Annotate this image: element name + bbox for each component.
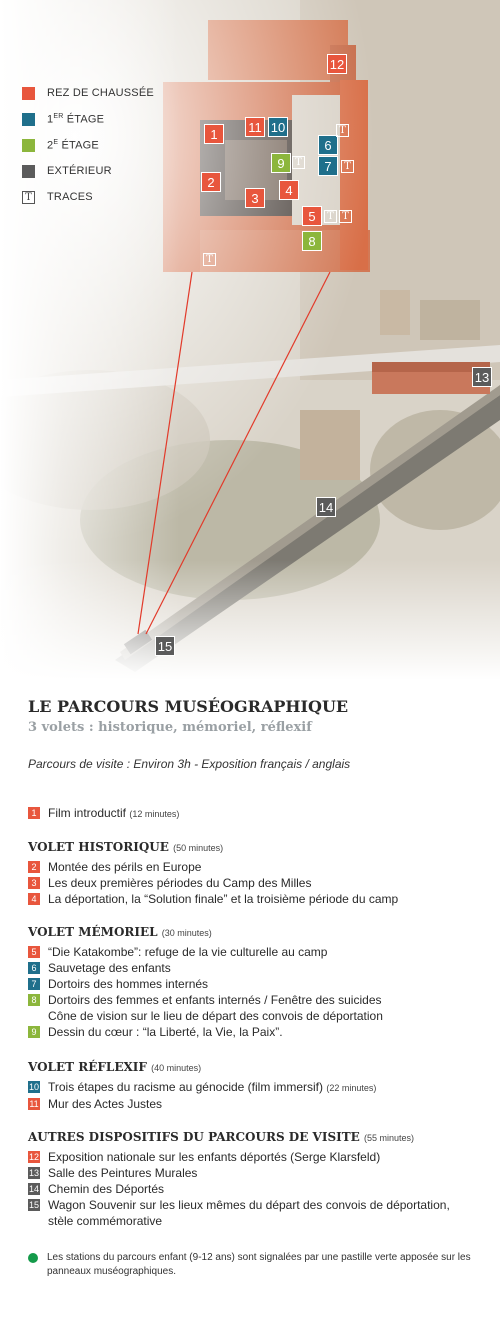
station-badge: 10 <box>28 1082 39 1092</box>
legend-rez-de-chaussee <box>22 80 154 106</box>
station-label: Les deux premières périodes du Camp des Milles <box>48 876 312 890</box>
station-label: Wagon Souvenir sur les lieux mêmes du départ des convois de déportation, stèle commémorative <box>48 1198 450 1228</box>
station-badge: 13 <box>28 1168 39 1178</box>
station-badge: 2 <box>28 861 40 873</box>
map-marker-11[interactable]: 11 <box>245 117 265 137</box>
map-marker-12[interactable]: 12 <box>327 54 347 74</box>
station-badge: 8 <box>28 994 40 1006</box>
map-marker-9[interactable]: 9 <box>271 153 291 173</box>
list-item <box>28 875 488 891</box>
legend-label: EXTÉRIEUR <box>47 165 112 177</box>
legend-label: REZ DE CHAUSSÉE <box>47 87 154 99</box>
station-label: La déportation, la “Solution finale” et la troisième période du camp <box>48 892 399 906</box>
map-marker-13[interactable]: 13 <box>472 367 492 387</box>
station-label: Dortoirs des hommes internés <box>48 977 209 991</box>
list-item <box>28 859 488 875</box>
map-marker-1[interactable]: 1 <box>204 124 224 144</box>
legend-swatch <box>22 113 35 126</box>
trace-icon: T <box>22 191 35 204</box>
trace-icon: T <box>339 210 352 223</box>
station-badge: 6 <box>28 962 40 974</box>
legend-swatch <box>22 87 35 100</box>
station-label: Exposition nationale sur les enfants déportés (Serge Klarsfeld) <box>48 1150 381 1164</box>
station-badge: 1 <box>28 807 40 819</box>
section-title-historique: VOLET HISTORIQUE (50 minutes) <box>28 840 224 854</box>
legend-label: $2^E$ ÉTAGE <box>47 138 99 152</box>
list-item <box>28 1079 488 1096</box>
trace-icon: T <box>203 253 216 266</box>
list-item <box>28 1197 488 1229</box>
section-title-memoriel: VOLET MÉMORIEL (30 minutes) <box>28 925 212 939</box>
map-marker-10[interactable]: 10 <box>268 117 288 137</box>
map-legend <box>22 80 154 210</box>
map-marker-6[interactable]: 6 <box>318 135 338 155</box>
page-title: LE PARCOURS MUSÉOGRAPHIQUE <box>28 697 349 716</box>
trace-icon: T <box>292 156 305 169</box>
list-item <box>28 1096 488 1112</box>
station-label: Dessin du cœur : “la Liberté, la Vie, la Paix”. <box>48 1025 283 1039</box>
children-path-note <box>28 1251 488 1279</box>
map-marker-14[interactable]: 14 <box>316 497 336 517</box>
list-item <box>28 944 488 960</box>
station-label: “Die Katakombe”: refuge de la vie culturelle au camp <box>48 945 328 959</box>
intro-item <box>28 805 488 822</box>
page-subtitle: 3 volets : historique, mémoriel, réflexif <box>28 720 312 735</box>
station-label: Dortoirs des femmes et enfants internés / Fenêtre des suicides Cône de vision sur le lieu de départ des convois de déportation <box>48 993 383 1023</box>
station-label: Sauvetage des enfants <box>48 961 171 975</box>
list-item <box>28 1165 488 1181</box>
section-title-autres-dispositifs: AUTRES DISPOSITIFS DU PARCOURS DE VISITE (55 minutes) <box>28 1130 415 1144</box>
station-label: Trois étapes du racisme au génocide (film immersif) (22 minutes) <box>48 1080 377 1094</box>
green-dot-icon <box>28 1253 38 1263</box>
legend-1er-etage <box>22 106 154 132</box>
legend-traces <box>22 184 154 210</box>
map-marker-3[interactable]: 3 <box>245 188 265 208</box>
list-item <box>28 992 488 1024</box>
station-badge: 4 <box>28 893 40 905</box>
list-item <box>28 1149 488 1165</box>
list-item <box>28 891 488 907</box>
list-item <box>28 960 488 976</box>
map-marker-7[interactable]: 7 <box>318 156 338 176</box>
station-label: Chemin des Déportés <box>48 1182 165 1196</box>
station-badge: 5 <box>28 946 40 958</box>
station-label: Salle des Peintures Murales <box>48 1166 198 1180</box>
legend-exterieur <box>22 158 154 184</box>
station-label: Montée des périls en Europe <box>48 860 202 874</box>
map-marker-4[interactable]: 4 <box>279 180 299 200</box>
note-text: Les stations du parcours enfant (9-12 ans) sont signalées par une pastille verte apposée sur les panneaux muséographiques. <box>47 1252 471 1277</box>
section-title-reflexif: VOLET RÉFLEXIF (40 minutes) <box>28 1060 202 1074</box>
legend-label: TRACES <box>47 191 93 203</box>
trace-icon: T <box>324 210 337 223</box>
station-badge: 15 <box>28 1200 39 1210</box>
station-badge: 11 <box>29 1099 39 1109</box>
station-badge: 9 <box>28 1026 40 1038</box>
map-marker-2[interactable]: 2 <box>201 172 221 192</box>
trace-icon: T <box>341 160 354 173</box>
legend-2e-etage <box>22 132 154 158</box>
legend-swatch <box>22 139 35 152</box>
map-marker-5[interactable]: 5 <box>302 206 322 226</box>
list-item <box>28 976 488 992</box>
list-item <box>28 1181 488 1197</box>
legend-label: 1ER ÉTAGE <box>47 112 105 126</box>
parcours-description <box>28 697 488 1279</box>
map-marker-8[interactable]: 8 <box>302 231 322 251</box>
station-badge: 12 <box>28 1152 39 1162</box>
station-badge: 14 <box>28 1184 39 1194</box>
station-label: Mur des Actes Justes <box>48 1097 163 1111</box>
map-marker-15[interactable]: 15 <box>155 636 175 656</box>
station-label: Film introductif (12 minutes) <box>48 806 180 820</box>
station-badge: 7 <box>28 978 40 990</box>
visit-info: Parcours de visite : Environ 3h - Exposition français / anglais <box>28 757 351 771</box>
trace-icon: T <box>336 124 349 137</box>
legend-swatch <box>22 165 35 178</box>
station-badge: 3 <box>28 877 40 889</box>
list-item <box>28 1024 488 1040</box>
